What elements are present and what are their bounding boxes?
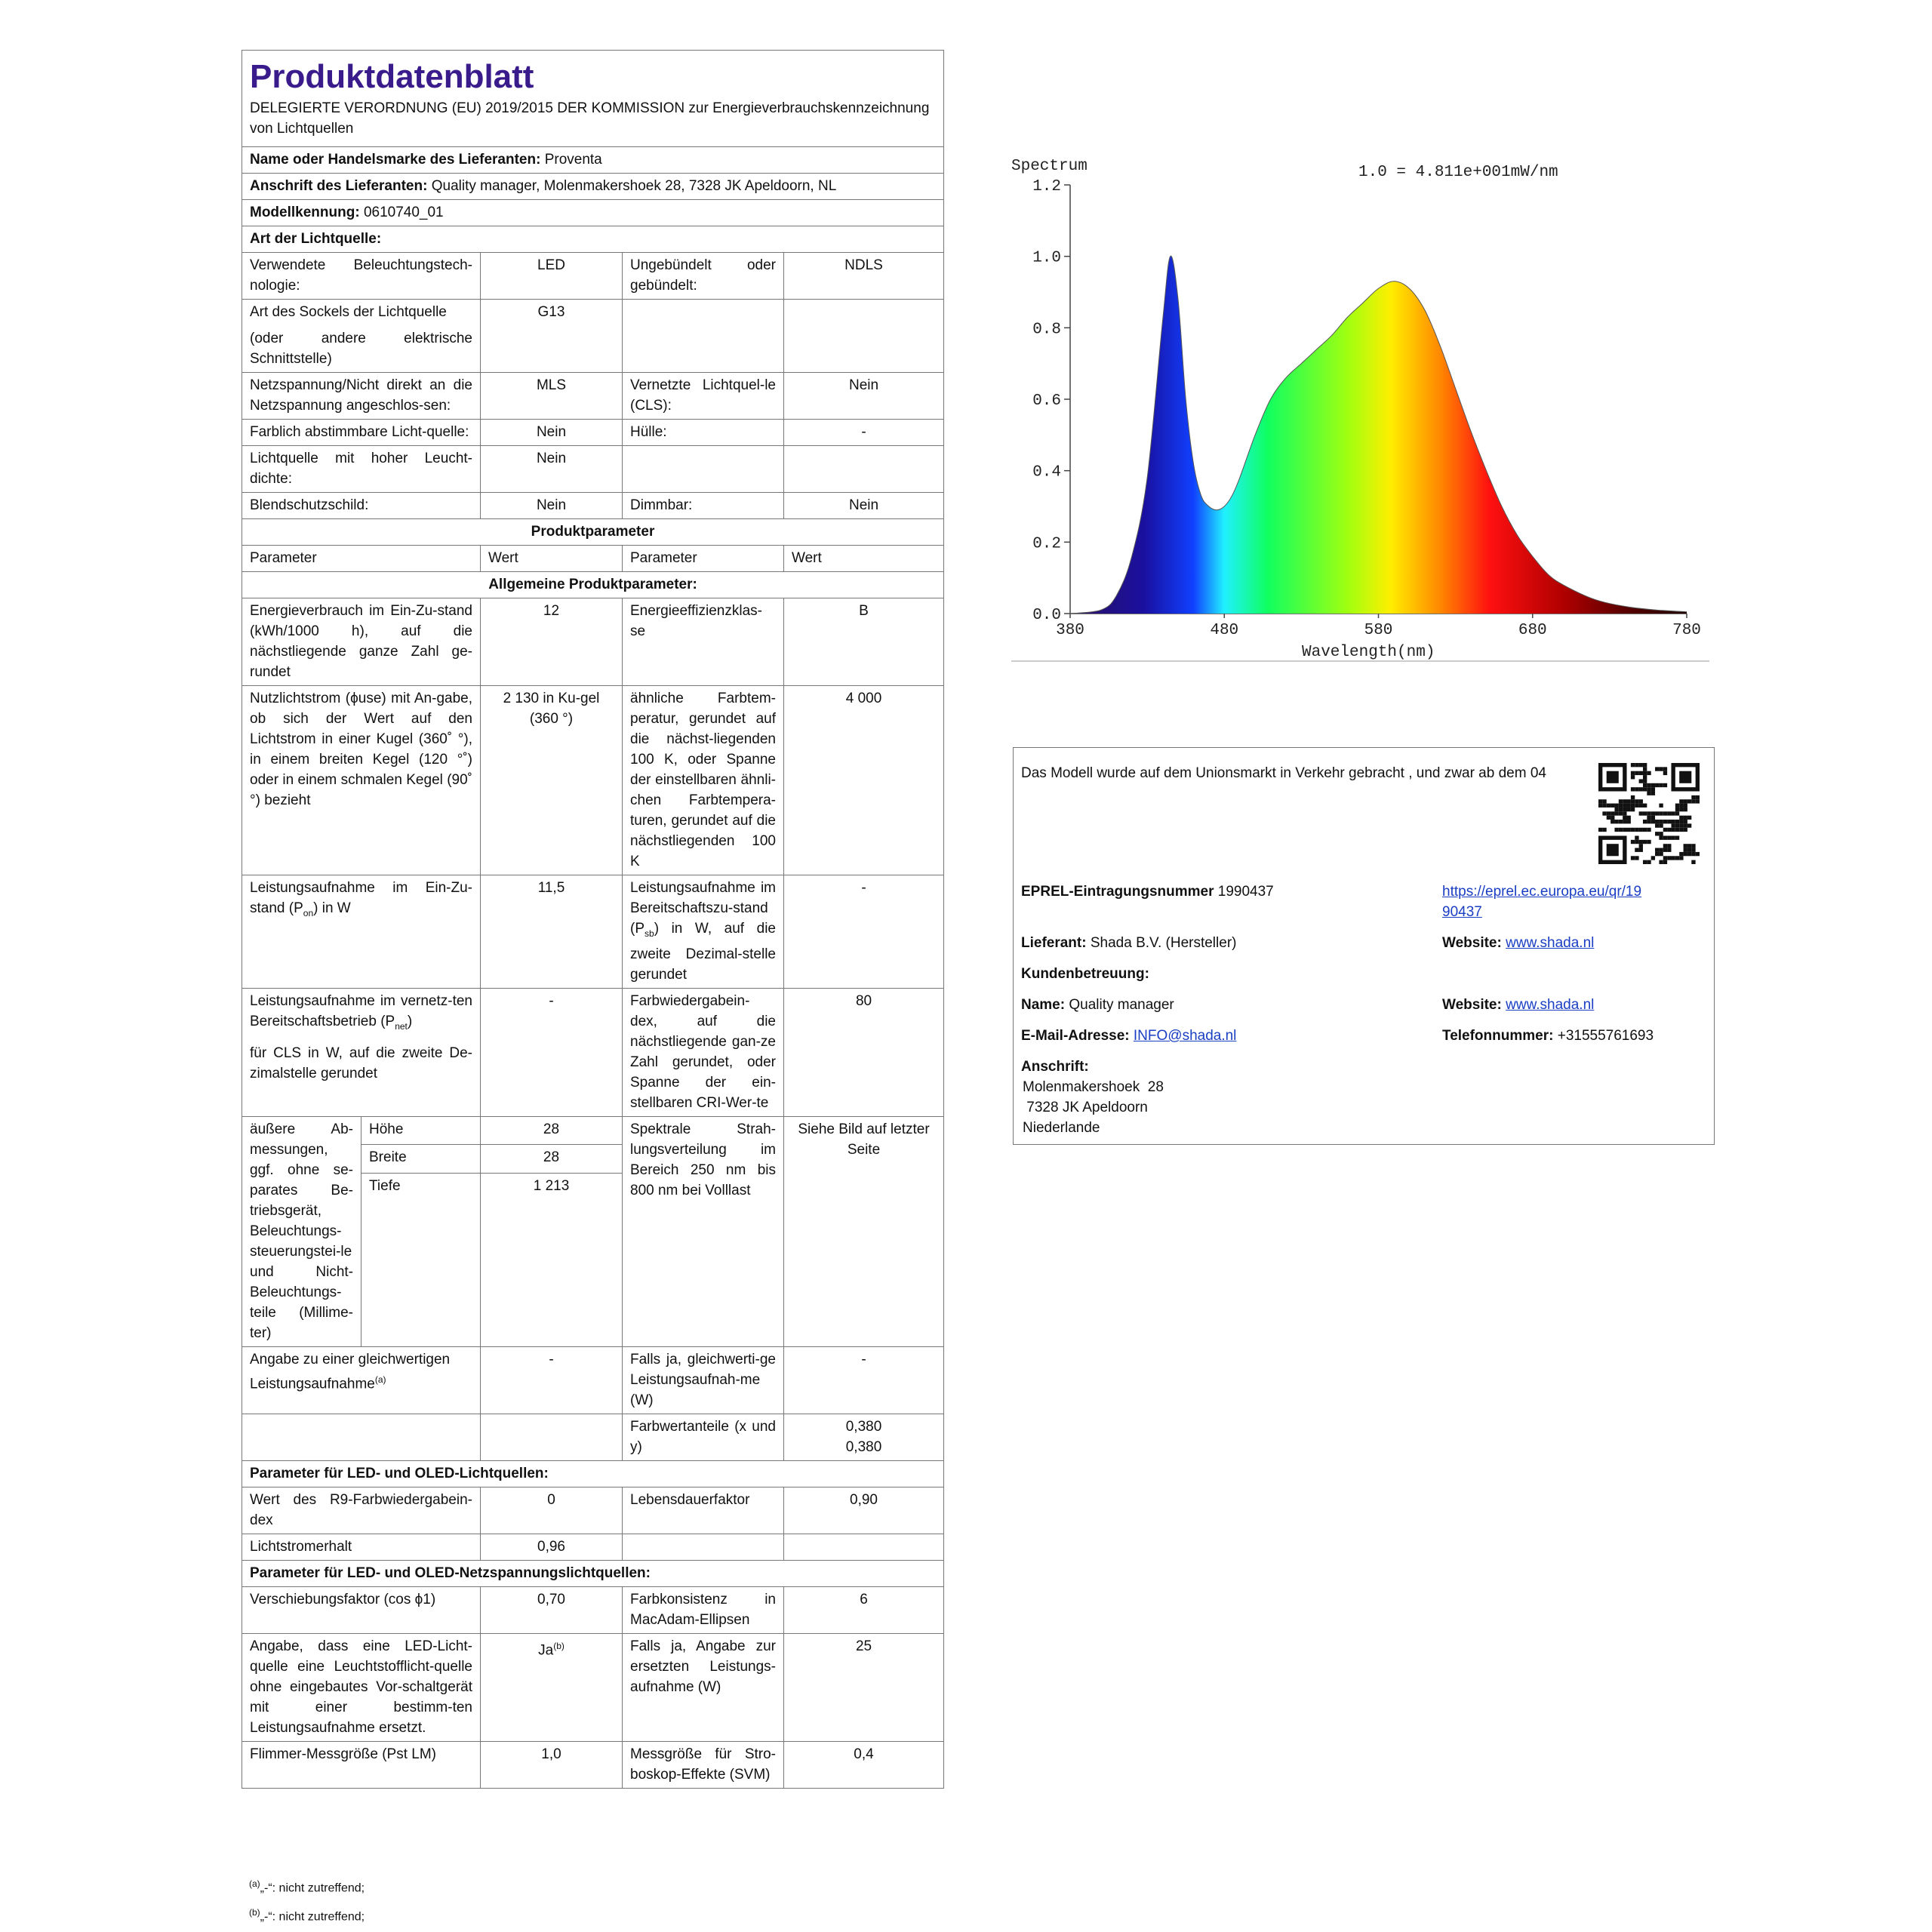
value-cell <box>784 300 944 373</box>
param-cell: Messgröße für Stro-boskop-Effekte (SVM) <box>623 1741 784 1788</box>
customer-service-label: Kundenbetreuung: <box>1021 966 1149 982</box>
value-cell: 0,4 <box>784 1741 944 1788</box>
y-tick-label: 0.8 <box>1032 321 1061 339</box>
param-cell: Dimmbar: <box>623 493 784 519</box>
value-cell: Nein <box>481 493 623 519</box>
value-cell: Nein <box>481 446 623 493</box>
param-cell: Falls ja, gleichwerti-ge Leistungsaufnah-me (W) <box>623 1346 784 1414</box>
value-cell: 80 <box>784 988 944 1116</box>
table-row <box>242 373 944 420</box>
value-cell: Siehe Bild auf letzter Seite <box>784 1116 944 1346</box>
table-row <box>242 598 944 686</box>
param-cell: Lichtquelle mit hoher Leucht-dichte: <box>242 446 481 493</box>
footnote: $^{(a)}$„-“: nicht zutreffend; <box>249 1878 365 1895</box>
product-datasheet <box>242 50 943 1789</box>
supplier-value: Shada B.V. (Hersteller) <box>1090 935 1237 951</box>
param-cell: Angabe, dass eine LED-Licht-quelle eine Leuchtstofflicht-quelle ohne eingebautes Vor-schaltgerät mit einer bestimm-ten Leistungsaufnahme ersetzt. <box>242 1633 481 1741</box>
param-cell: Spektrale Strah-lungsverteilung im Bereich 250 nm bis 800 nm bei Volllast <box>623 1116 784 1346</box>
address-value: Quality manager, Molenmakershoek 28, 7328 JK Apeldoorn, NL <box>431 178 837 194</box>
phone-value: +31555761693 <box>1557 1028 1654 1044</box>
spectrum-area <box>1070 256 1687 614</box>
x-tick-label: 580 <box>1364 622 1393 639</box>
x-tick-label: 480 <box>1210 622 1239 639</box>
y-tick-label: 0.4 <box>1032 463 1061 481</box>
value-cell <box>784 446 944 493</box>
dimensions-row: Tiefe 1 213 <box>242 1173 944 1346</box>
product-params-heading: Produktparameter <box>242 519 944 546</box>
website-label: Website: <box>1442 935 1502 951</box>
value-cell: Ja$^{(b)}$ <box>481 1633 623 1741</box>
param-cell <box>623 446 784 493</box>
contact-name-label: Name: <box>1021 997 1066 1013</box>
param-cell: Farbwertanteile (x und y) <box>623 1414 784 1460</box>
value-cell: NDLS <box>784 253 944 300</box>
param-cell: Farblich abstimmbare Licht-quelle: <box>242 420 481 446</box>
param-cell: Leistungsaufnahme im Ein-Zu-stand $(P_{on})$ in W <box>242 875 481 989</box>
dimensions-row: Breite 28 <box>242 1145 944 1174</box>
supplier-label: Name oder Handelsmarke des Lieferanten: <box>250 152 541 168</box>
supplier-label: Lieferant: <box>1021 935 1087 951</box>
value-cell: 0,380 0,380 <box>784 1414 944 1460</box>
regulation-subtitle: DELEGIERTE VERORDNUNG (EU) 2019/2015 DER KOMMISSION zur Energieverbrauchskennzeichnung von Lichtquellen <box>250 100 930 137</box>
dimensions-row: äußere Ab-messungen, ggf. ohne se-parates Be-triebsgerät, Beleuchtungs-steuerungstei-le und Nicht-Beleuchtungs-teile (Millime-ter) Höhe 28 Spektrale Strah-lungsverteilung im Bereich 250 nm bis 800 nm bei Volllast Siehe Bild auf letzter Seite <box>242 1116 944 1145</box>
value-cell: 11,5 <box>481 875 623 989</box>
website2-label: Website: <box>1442 997 1502 1013</box>
website-link[interactable]: www.shada.nl <box>1506 935 1595 951</box>
table-row <box>242 300 944 373</box>
address-label: Anschrift: <box>1021 1059 1089 1075</box>
param-cell: Verschiebungsfaktor (cos ϕ1) <box>242 1586 481 1633</box>
value-cell: 6 <box>784 1586 944 1633</box>
phone-label: Telefonnummer: <box>1442 1028 1554 1044</box>
param-cell: Verwendete Beleuchtungstech-nologie: <box>242 253 481 300</box>
model-label: Modellkennung: <box>250 205 360 220</box>
table-row <box>242 1414 944 1460</box>
value-cell <box>784 1534 944 1560</box>
param-cell: Wert des R9-Farbwiedergabein-dex <box>242 1487 481 1534</box>
supplier-value: Proventa <box>544 152 602 168</box>
value-cell: - <box>784 1346 944 1414</box>
y-tick-label: 0.6 <box>1032 392 1061 410</box>
value-cell: Nein <box>481 420 623 446</box>
address-line-1: Molenmakershoek 28 <box>1023 1079 1164 1095</box>
qr-code-icon <box>1598 763 1700 864</box>
param-cell: Farbwiedergabein-dex, auf die nächstliegende gan-ze Zahl gerundet, oder Spanne der ein-stellbaren CRI-Wer-te <box>623 988 784 1116</box>
chart-title: Spectrum <box>1011 158 1088 175</box>
page-title: Produktdatenblatt <box>250 58 534 95</box>
table-row <box>242 1633 944 1741</box>
table-row <box>242 493 944 519</box>
y-tick-label: 0.2 <box>1032 535 1061 553</box>
dimensions-label: äußere Ab-messungen, ggf. ohne se-parates Be-triebsgerät, Beleuchtungs-steuerungstei-le und Nicht-Beleuchtungs-teile (Millime-ter) <box>242 1116 361 1346</box>
param-cell: Blendschutzschild: <box>242 493 481 519</box>
param-cell: Art des Sockels der Lichtquelle (oder andere elektrische Schnittstelle) <box>242 300 481 373</box>
footnote: $^{(b)}$„-“: nicht zutreffend; <box>249 1907 365 1924</box>
market-text: Das Modell wurde auf dem Unionsmarkt in Verkehr gebracht , und zwar ab dem 04 <box>1021 765 1546 781</box>
email-label: E-Mail-Adresse: <box>1021 1028 1130 1044</box>
table-row <box>242 686 944 875</box>
spectrum-chart <box>1011 148 1721 669</box>
param-cell: Flimmer-Messgröße (Pst LM) <box>242 1741 481 1788</box>
table-row <box>242 1586 944 1633</box>
table-row <box>242 1487 944 1534</box>
x-axis-label: Wavelength(nm) <box>1302 644 1435 661</box>
param-cell: Lichtstromerhalt <box>242 1534 481 1560</box>
address-line-3: Niederlande <box>1023 1120 1100 1136</box>
x-tick-label: 380 <box>1056 622 1084 639</box>
value-cell: B <box>784 598 944 686</box>
param-cell: ähnliche Farbtem-peratur, gerundet auf die nächst-liegenden 100 K, oder Spanne der einstellbaren ähnli-chen Farbtempera-turen, gerundet auf die nächstliegenden 100 K <box>623 686 784 875</box>
table-row <box>242 446 944 493</box>
value-cell: LED <box>481 253 623 300</box>
param-cell: Hülle: <box>623 420 784 446</box>
y-tick-label: 1.2 <box>1032 178 1061 195</box>
value-cell: MLS <box>481 373 623 420</box>
param-cell: Lebensdauerfaktor <box>623 1487 784 1534</box>
datasheet-table <box>242 50 944 1789</box>
table-row <box>242 875 944 989</box>
value-cell: G13 <box>481 300 623 373</box>
value-cell: 0,96 <box>481 1534 623 1560</box>
param-cell: Farbkonsistenz in MacAdam-Ellipsen <box>623 1586 784 1633</box>
param-cell: Nutzlichtstrom (ϕuse) mit An-gabe, ob sich der Wert auf den Lichtstrom in einer Kugel (360˚ °), in einem breiten Kegel (120 °˚) oder in einem schmalen Kegel (90˚ °) bezieht <box>242 686 481 875</box>
value-cell: Nein <box>784 373 944 420</box>
param-cell <box>623 1534 784 1560</box>
param-cell: Angabe zu einer gleichwertigen Leistungsaufnahme$^{(a)}$ <box>242 1346 481 1414</box>
param-cell: Falls ja, Angabe zur ersetzten Leistungs-aufnahme (W) <box>623 1633 784 1741</box>
light-type-label: Art der Lichtquelle: <box>242 226 944 253</box>
table-row <box>242 253 944 300</box>
value-cell: 0,70 <box>481 1586 623 1633</box>
contact-name-value: Quality manager <box>1069 997 1174 1013</box>
value-cell: 25 <box>784 1633 944 1741</box>
table-row <box>242 988 944 1116</box>
table-row <box>242 1346 944 1414</box>
table-row <box>242 420 944 446</box>
param-cell: Ungebündelt oder gebündelt: <box>623 253 784 300</box>
eprel-label: EPREL-Eintragungsnummer <box>1021 884 1214 900</box>
chart-subtitle: 1.0 = 4.811e+001mW/nm <box>1358 164 1558 181</box>
led-params-heading: Parameter für LED- und OLED-Lichtquellen: <box>242 1460 944 1487</box>
param-cell: Energieeffizienzklas-se <box>623 598 784 686</box>
address-line-2: 7328 JK Apeldoorn <box>1023 1100 1148 1115</box>
param-cell <box>623 300 784 373</box>
mains-params-heading: Parameter für LED- und OLED-Netzspannungslichtquellen: <box>242 1560 944 1586</box>
y-tick-label: 1.0 <box>1032 249 1061 267</box>
param-cell: Energieverbrauch im Ein-Zu-stand (kWh/1000 h), auf die nächstliegende ganze Zahl ge-rundet <box>242 598 481 686</box>
model-value: 0610740_01 <box>363 205 444 220</box>
value-cell: Nein <box>784 493 944 519</box>
param-cell: Leistungsaufnahme im vernetz-ten Bereitschaftsbetrieb $(P_{net})$ für CLS in W, auf die zweite De-zimalstelle gerundet <box>242 988 481 1116</box>
general-params-heading: Allgemeine Produktparameter: <box>242 572 944 598</box>
address-label: Anschrift des Lieferanten: <box>250 178 428 194</box>
column-headers: Parameter Wert Parameter Wert <box>242 546 944 572</box>
value-cell: 2 130 in Ku-gel (360 °) <box>481 686 623 875</box>
value-cell: 12 <box>481 598 623 686</box>
value-cell: 4 000 <box>784 686 944 875</box>
value-cell: 1,0 <box>481 1741 623 1788</box>
footnotes <box>249 1872 365 1930</box>
value-cell: - <box>481 1346 623 1414</box>
x-tick-label: 780 <box>1672 622 1701 639</box>
y-tick-label: 0.0 <box>1032 607 1061 624</box>
eprel-value: 1990437 <box>1217 884 1274 900</box>
param-cell: Vernetzte Lichtquel-le (CLS): <box>623 373 784 420</box>
x-tick-label: 680 <box>1518 622 1547 639</box>
param-cell: Netzspannung/Nicht direkt an die Netzspannung angeschlos-sen: <box>242 373 481 420</box>
table-row <box>242 1741 944 1788</box>
value-cell: - <box>784 875 944 989</box>
value-cell: 0,90 <box>784 1487 944 1534</box>
supplier-info-box <box>1013 747 1715 1145</box>
eprel-link[interactable]: https://eprel.ec.europa.eu/qr/19 90437 <box>1442 884 1642 920</box>
value-cell: - <box>481 988 623 1116</box>
param-cell: Leistungsaufnahme im Bereitschaftszu-stand $(P_{sb})$ in W, auf die zweite Dezimal-stelle gerundet <box>623 875 784 989</box>
website2-link[interactable]: www.shada.nl <box>1506 997 1595 1013</box>
email-link[interactable]: INFO@shada.nl <box>1133 1028 1237 1044</box>
value-cell: - <box>784 420 944 446</box>
table-row <box>242 1534 944 1560</box>
value-cell: 0 <box>481 1487 623 1534</box>
